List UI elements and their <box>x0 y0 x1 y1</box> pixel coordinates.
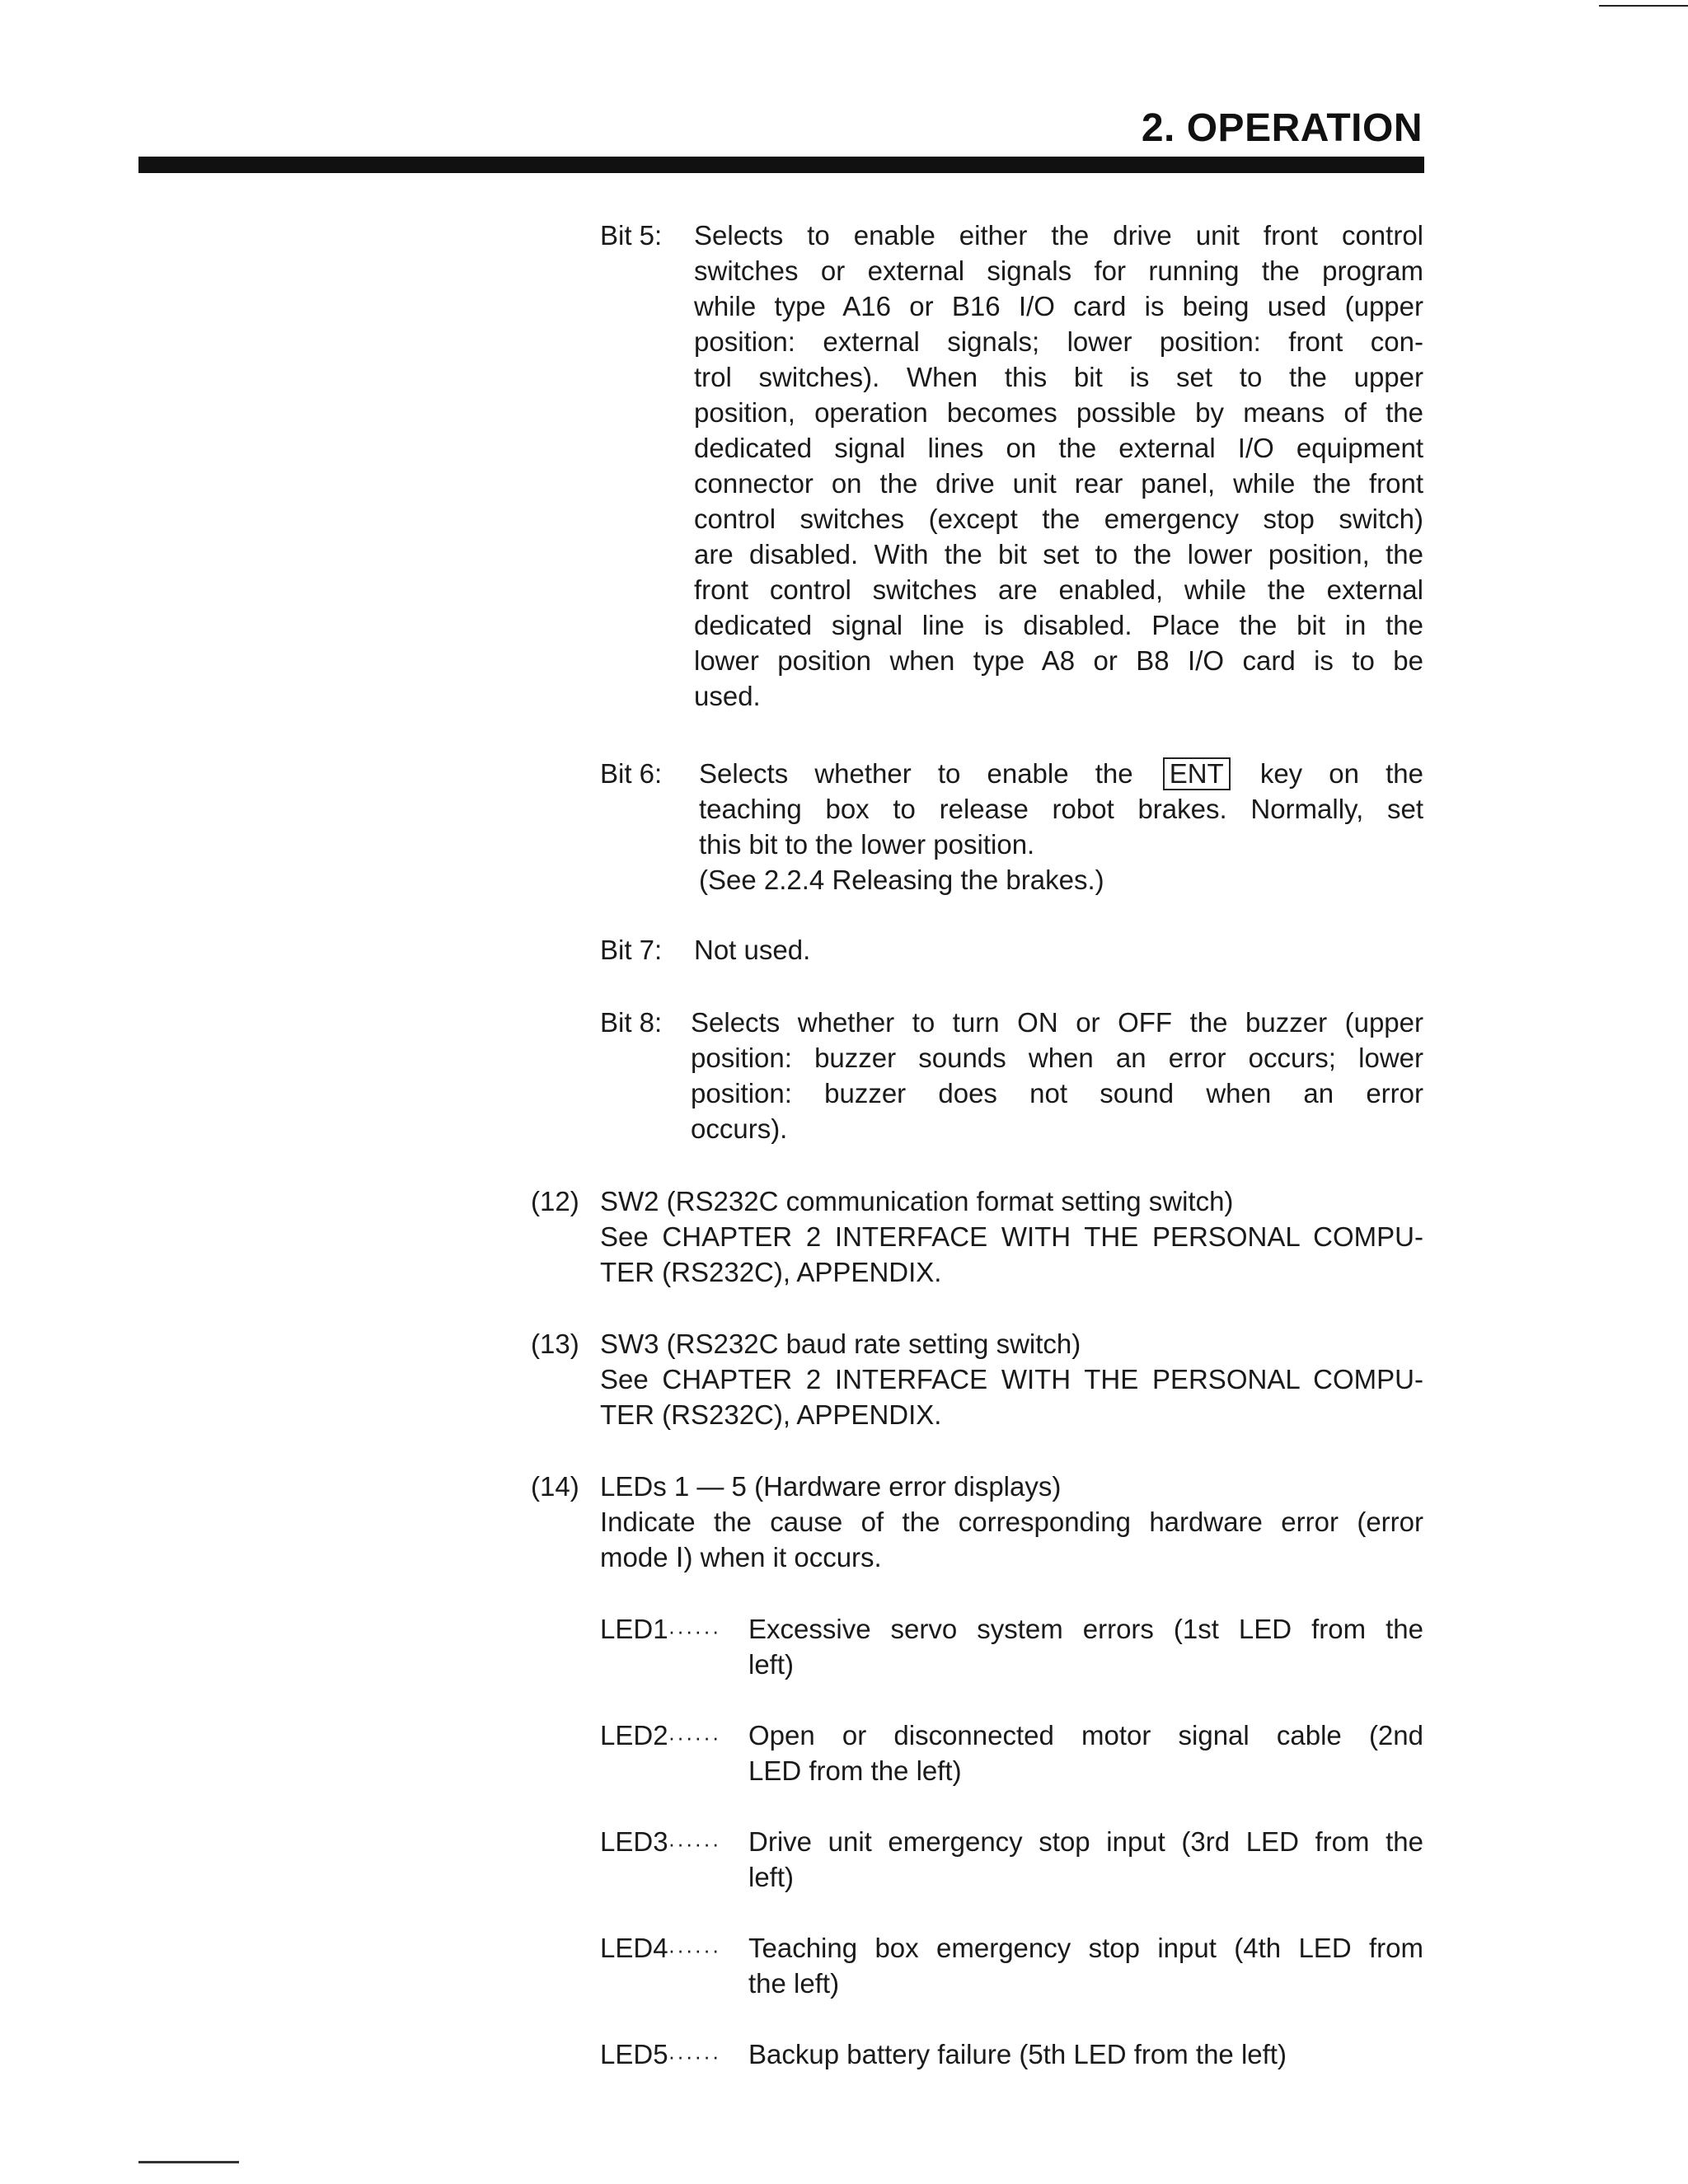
led-name: LED1 <box>600 1614 668 1644</box>
text-line: position, operation becomes possible by means of the <box>694 397 1423 428</box>
led-name: LED3 <box>600 1826 668 1857</box>
section-title: 2. OPERATION <box>1141 106 1423 150</box>
text-line: TER (RS232C), APPENDIX. <box>600 1399 942 1430</box>
led2-label <box>600 1718 721 1755</box>
led1-label <box>600 1611 721 1649</box>
text-line <box>699 756 1423 791</box>
text-line: trol switches). When this bit is set to the upper <box>694 362 1423 392</box>
bit7-label: Bit 7: <box>600 935 663 965</box>
text-line: Selects to enable either the drive unit front control <box>694 220 1423 251</box>
top-edge-mark <box>1599 5 1688 7</box>
led3-description <box>748 1824 1423 1895</box>
text-line: Not used. <box>694 935 811 965</box>
text-line: (See 2.2.4 Releasing the brakes.) <box>699 865 1104 895</box>
led4-label <box>600 1930 721 1968</box>
led-name: LED5 <box>600 2039 668 2069</box>
header-rule <box>138 157 1424 173</box>
led4-description <box>748 1930 1423 2001</box>
item-14-text <box>600 1469 1423 1575</box>
text-line: dedicated signal line is disabled. Place the bit in the <box>694 610 1423 640</box>
text-line: SW3 (RS232C baud rate setting switch) <box>600 1329 1081 1359</box>
text-line: position: buzzer does not sound when an error <box>691 1078 1423 1108</box>
bit6-label: Bit 6: <box>600 758 663 789</box>
bit6-description <box>699 756 1423 898</box>
text-line: occurs). <box>691 1113 788 1144</box>
text-line: switches or external signals for running the program <box>694 255 1423 286</box>
text-line: left) <box>748 1862 795 1892</box>
text-line: control switches (except the emergency stop switch) <box>694 504 1423 534</box>
text-line: Teaching box emergency stop input (4th LED from <box>748 1933 1423 1963</box>
led5-description <box>748 2036 1423 2072</box>
text-line: front control switches are enabled, while the external <box>694 574 1423 605</box>
text-segment: Selects whether to enable the <box>699 758 1133 789</box>
ent-key-label: ENT <box>1163 757 1231 790</box>
text-line: See CHAPTER 2 INTERFACE WITH THE PERSONAL COMPU- <box>600 1221 1423 1252</box>
text-line: connector on the drive unit rear panel, while the front <box>694 468 1423 499</box>
text-line: this bit to the lower position. <box>699 829 1035 860</box>
text-line: Open or disconnected motor signal cable (2nd <box>748 1720 1423 1750</box>
bottom-edge-mark <box>138 2161 239 2163</box>
text-line: used. <box>694 681 761 711</box>
leader-dots: ······ <box>668 1937 721 1962</box>
leader-dots: ······ <box>668 1830 721 1856</box>
led-name: LED4 <box>600 1933 668 1963</box>
text-line: See CHAPTER 2 INTERFACE WITH THE PERSONAL COMPU- <box>600 1364 1423 1394</box>
text-line: left) <box>748 1649 795 1680</box>
text-line: Backup battery failure (5th LED from the left) <box>748 2039 1287 2069</box>
item-12-number: (12) <box>531 1186 579 1216</box>
led1-description <box>748 1611 1423 1682</box>
text-line: Indicate the cause of the corresponding hardware error (error <box>600 1507 1423 1537</box>
text-line: position: external signals; lower position: front con- <box>694 326 1423 357</box>
text-line: LED from the left) <box>748 1755 962 1786</box>
text-line: dedicated signal lines on the external I/O equipment <box>694 433 1423 463</box>
item-12-text <box>600 1183 1423 1290</box>
item-14-number: (14) <box>531 1471 579 1502</box>
text-line: position: buzzer sounds when an error occurs; lower <box>691 1043 1423 1073</box>
text-line: mode Ⅰ) when it occurs. <box>600 1542 882 1572</box>
text-line: Selects whether to turn ON or OFF the buzzer (upper <box>691 1007 1423 1038</box>
led-name: LED2 <box>600 1720 668 1750</box>
text-line: SW2 (RS232C communication format setting switch) <box>600 1186 1234 1216</box>
item-13-number: (13) <box>531 1329 579 1359</box>
bit5-description <box>694 218 1423 714</box>
leader-dots: ······ <box>668 1724 721 1750</box>
led3-label <box>600 1824 721 1862</box>
text-line: lower position when type A8 or B8 I/O card is to be <box>694 645 1423 676</box>
text-line: while type A16 or B16 I/O card is being used (upper <box>694 291 1423 321</box>
item-13-text <box>600 1326 1423 1432</box>
led2-description <box>748 1718 1423 1788</box>
bit8-label: Bit 8: <box>600 1007 663 1038</box>
text-line: LEDs 1 — 5 (Hardware error displays) <box>600 1471 1062 1502</box>
text-line: teaching box to release robot brakes. Normally, set <box>699 794 1423 824</box>
text-segment: key on the <box>1259 758 1423 789</box>
text-line: the left) <box>748 1968 840 1999</box>
text-line: TER (RS232C), APPENDIX. <box>600 1257 942 1287</box>
text-line: Excessive servo system errors (1st LED from the <box>748 1614 1423 1644</box>
bit7-description <box>694 932 1423 968</box>
led5-label <box>600 2036 721 2074</box>
bit5-label: Bit 5: <box>600 220 663 251</box>
leader-dots: ······ <box>668 2043 721 2069</box>
leader-dots: ······ <box>668 1618 721 1643</box>
text-line: Drive unit emergency stop input (3rd LED from the <box>748 1826 1423 1857</box>
bit8-description <box>691 1005 1423 1146</box>
text-line: are disabled. With the bit set to the lower position, the <box>694 539 1423 569</box>
